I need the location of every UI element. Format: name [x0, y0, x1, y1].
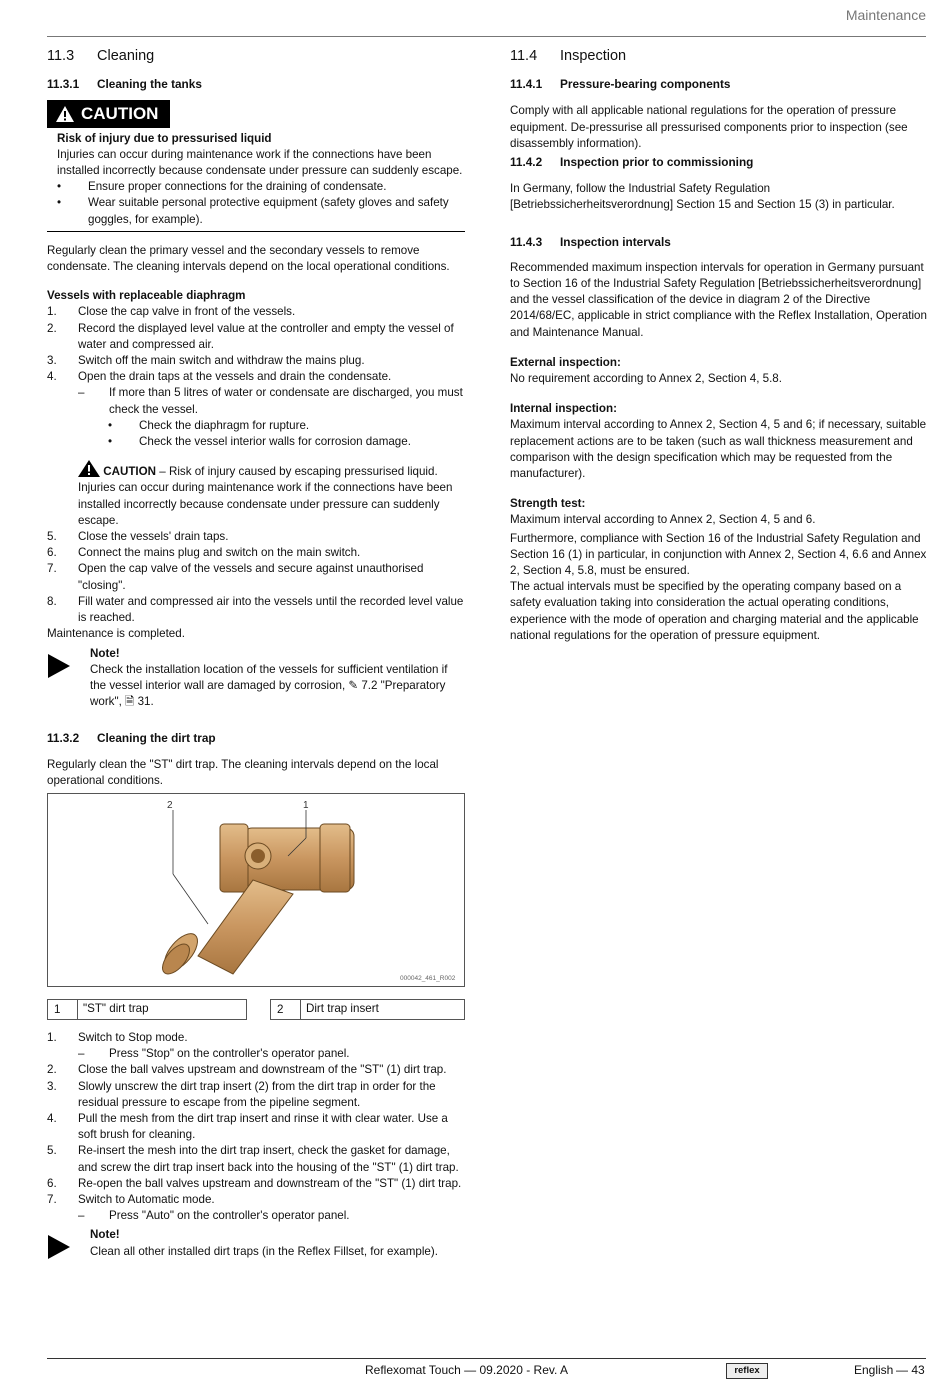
- subsection-heading-11-3-1: 11.3.1 Cleaning the tanks: [47, 77, 202, 92]
- note-arrow-icon: [47, 1234, 71, 1260]
- warning-bullet: • Ensure proper connections for the draining of condensate.: [57, 180, 387, 194]
- step: 3. Slowly unscrew the dirt trap insert (2) from the dirt trap in order for the residual pressure to escape from the pipeline segment.: [47, 1079, 436, 1109]
- sub-step: – Press "Auto" on the controller's operator panel.: [78, 1209, 350, 1223]
- section-heading-11-4: 11.4 Inspection: [510, 48, 627, 64]
- step: 1. Close the cap valve in front of the vessels.: [47, 305, 296, 319]
- sub-step: – If more than 5 litres of water or condensate are discharged, you must check the vessel.: [78, 386, 463, 416]
- footer-language: English: [854, 1363, 894, 1377]
- vessels-heading: Vessels with replaceable diaphragm: [47, 289, 246, 303]
- note-box: Note! Check the installation location of the vessels for sufficient ventilation if the vessel interior wall are damaged by corrosion, ✎ 7.2 "Preparatory work", 🗎 31.: [47, 646, 465, 711]
- step: 6. Connect the mains plug and switch on the main switch.: [47, 546, 361, 560]
- subsection-heading-11-3-2: 11.3.2 Cleaning the dirt trap: [47, 731, 216, 746]
- external-inspection-text: No requirement according to Annex 2, Section 4, 5.8.: [510, 372, 782, 386]
- dirt-trap-intro: Regularly clean the "ST" dirt trap. The cleaning intervals depend on the local operational conditions.: [47, 757, 439, 787]
- intervals-text: Recommended maximum inspection intervals for operation in Germany pursuant to Section 16 of the Industrial Safety Regulation [Betriebssicherheitsverordnung] and the vessel classification of the device in diagram 2 of the Directive 2014/68/EC, applicable in strict compliance with the Reflex Installation, Operation and Maintenance Manual.: [510, 260, 927, 339]
- footer-divider: [47, 1358, 926, 1359]
- cleaning-intro: Regularly clean the primary vessel and the secondary vessels to remove condensate. The cleaning intervals depend on the local operational conditions.: [47, 243, 450, 274]
- step: 2. Record the displayed level value at the controller and empty the vessel of water and compressed air.: [47, 321, 454, 351]
- step: 5. Re-insert the mesh into the dirt trap insert, check the gasket for damage, and screw the dirt trap insert back into the housing of the "ST" (1) dirt trap.: [47, 1144, 459, 1174]
- strength-test-text: The actual intervals must be specified by the operating company based on a safety evaluation taking into consideration the actual operating conditions, experience with the mode of operation and charging material and the applicable national regulations for the operation of pressure equipment.: [510, 580, 919, 642]
- warning-box: [47, 131, 465, 232]
- step: 4. Pull the mesh from the dirt trap insert and rinse it with clear water. Use a soft brush for cleaning.: [47, 1111, 448, 1142]
- footer-doc-title: Reflexomat Touch — 09.2020 - Rev. A: [365, 1363, 568, 1377]
- subsection-heading-11-4-1: 11.4.1 Pressure-bearing components: [510, 77, 731, 92]
- step: 7. Open the cap valve of the vessels and secure against unauthorised "closing".: [47, 562, 424, 592]
- step: 2. Close the ball valves upstream and downstream of the "ST" (1) dirt trap.: [47, 1063, 447, 1077]
- strength-test-text: Furthermore, compliance with Section 16 of the Industrial Safety Regulation and Section 16 (1) in particular, in conjunction with Annex 2, Section 4, 6.6 and Annex 2, Section 4, 5.8, must be ensured.: [510, 531, 927, 578]
- subsection-heading-11-4-2: 11.4.2 Inspection prior to commissioning: [510, 155, 754, 170]
- warning-icon: [55, 105, 75, 123]
- warning-text: Injuries can occur during maintenance work if the connections have been installed incorrectly because condensate under pressure can suddenly escape.: [57, 147, 463, 178]
- sub-sub-step: • Check the vessel interior walls for corrosion damage.: [108, 435, 411, 449]
- header-divider: [47, 36, 926, 37]
- right-column: [510, 48, 930, 644]
- strength-test-heading: Strength test:: [510, 497, 586, 511]
- section-heading-11-3: 11.3 Cleaning: [47, 48, 155, 64]
- warning-icon: [78, 460, 100, 477]
- step: 5. Close the vessels' drain taps.: [47, 530, 229, 544]
- step: 3. Switch off the main switch and withdraw the mains plug.: [47, 354, 365, 368]
- footer-page-number: — 43: [896, 1363, 925, 1377]
- completion-text: Maintenance is completed.: [47, 627, 185, 641]
- internal-inspection-heading: Internal inspection:: [510, 402, 617, 416]
- figure-code: 000042_461_R002: [400, 974, 456, 982]
- figure-callout-1: 1: [303, 799, 309, 811]
- external-inspection-heading: External inspection:: [510, 355, 621, 369]
- commissioning-text: In Germany, follow the Industrial Safety Regulation [Betriebssicherheitsverordnung] Section 15 and Section 15 (3) in particular.: [510, 182, 895, 212]
- dirt-trap-figure: [47, 793, 465, 987]
- warning-bullet: • Wear suitable personal protective equipment (safety gloves and safety goggles, for example).: [57, 196, 449, 226]
- pressure-components-text: Comply with all applicable national regulations for the operation of pressure equipment. De-pressurise all pressurised components prior to inspection (see disassembly information).: [510, 104, 908, 150]
- inline-caution: CAUTION – Risk of injury caused by escaping pressurised liquid. Injuries can occur during maintenance work if the connections have been installed incorrectly because condensate under pressure can suddenly escape.: [47, 460, 465, 529]
- dirt-trap-steps: [47, 1030, 465, 1224]
- step: 4. Open the drain taps at the vessels and drain the condensate.: [47, 370, 392, 384]
- reflex-logo: reflex: [726, 1363, 768, 1379]
- caution-banner: CAUTION: [47, 100, 170, 128]
- legend-item: 2 Dirt trap insert: [270, 999, 465, 1020]
- left-column: [47, 48, 465, 1266]
- dirt-trap-illustration: [48, 794, 464, 984]
- internal-inspection-text: Maximum interval according to Annex 2, Section 4, 5 and 6; if necessary, suitable replacement actions are to be taken (such as wall thickness measurement and comparison with the design specification which may be requested from the manufacturer).: [510, 418, 927, 481]
- note-arrow-icon: [47, 653, 71, 679]
- subsection-heading-11-4-3: 11.4.3 Inspection intervals: [510, 234, 671, 249]
- running-header: Maintenance: [845, 7, 926, 23]
- warning-title: Risk of injury due to pressurised liquid: [57, 131, 272, 145]
- strength-test-text: Maximum interval according to Annex 2, Section 4, 5 and 6.: [510, 513, 816, 527]
- figure-callout-2: 2: [167, 799, 173, 811]
- sub-sub-step: • Check the diaphragm for rupture.: [108, 418, 310, 432]
- sub-step: – Press "Stop" on the controller's operator panel.: [78, 1047, 350, 1061]
- step: 6. Re-open the ball valves upstream and downstream of the "ST" (1) dirt trap.: [47, 1176, 462, 1190]
- legend-item: 1 "ST" dirt trap: [47, 999, 247, 1020]
- note-box: Note! Clean all other installed dirt traps (in the Reflex Fillset, for example).: [47, 1227, 465, 1265]
- step: 8. Fill water and compressed air into the vessels until the recorded level value is reached.: [47, 594, 464, 625]
- step: 1. Switch to Stop mode.: [47, 1030, 188, 1044]
- figure-legend: [47, 999, 465, 1020]
- step: 7. Switch to Automatic mode.: [47, 1192, 215, 1206]
